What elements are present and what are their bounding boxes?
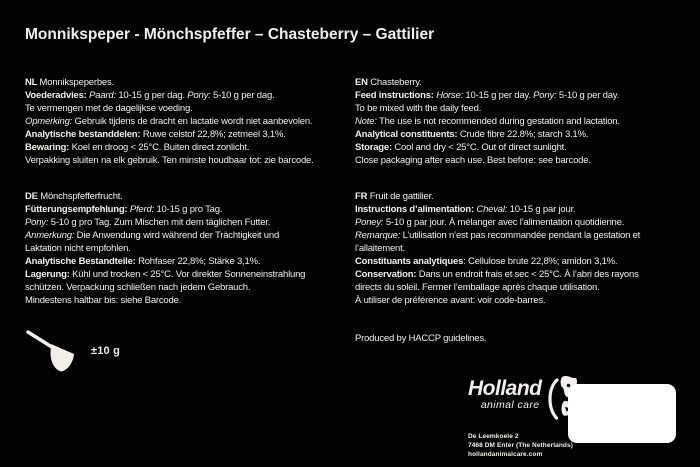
text-line: EN Chasteberry. (355, 77, 422, 88)
section-fr (355, 190, 695, 307)
barcode-placeholder (568, 384, 676, 443)
scoop-size-label: ±10 g (91, 345, 121, 357)
haccp-statement: Produced by HACCP guidelines. (355, 333, 487, 344)
text-line: Analytische Bestandteile: Rohfaser 22,8%; Stärke 3,1%. (25, 256, 261, 267)
text-line: Voederadvies: Paard: 10-15 g per dag. Pony: 5-10 g per dag. (25, 90, 275, 101)
right-column (355, 76, 695, 354)
text-line: Fütterungsempfehlung: Pferd: 10-15 g pro Tag. (25, 204, 223, 215)
text-line: Constituants analytiques: Cellulose brute 22,8%; amidon 3,1%. (355, 256, 618, 267)
brand-tagline: animal care (480, 399, 540, 411)
text-line: Anmerkung: Die Anwendung wird während der Trächtigkeit und (25, 230, 280, 241)
text-line: Analytische bestanddelen: Ruwe celstof 22,8%; zetmeel 3,1%. (25, 129, 286, 140)
text-line: l’allaitement. (355, 243, 406, 254)
text-line: Close packaging after each use. Best before: see barcode. (355, 155, 591, 166)
left-column (25, 76, 355, 374)
text-line: Conservation: Dans un endroit frais et sec < 25°C. À l’abri des rayons (355, 269, 639, 280)
text-line: Pony: 5-10 g pro Tag. Zum Mischen mit dem täglichen Futter. (25, 217, 271, 228)
text-line: Verpakking sluiten na elk gebruik. Ten minste houdbaar tot: zie barcode. (25, 155, 314, 166)
text-line: DE Mönchspfefferfrucht. (25, 191, 123, 202)
text-line: To be mixed with the daily feed. (355, 103, 482, 114)
text-line: À utiliser de préférence avant: voir code-barres. (355, 295, 546, 306)
section-de (25, 190, 355, 307)
text-line: schützen. Verpackung schließen nach jedem Gebrauch. (25, 282, 251, 293)
text-line: Note: The use is not recommended during gestation and lactation. (355, 116, 620, 127)
text-line: Laktation nicht empfohlen. (25, 243, 131, 254)
text-line: Lagerung: Kühl und trocken < 25°C. Vor direkter Sonneneinstrahlung (25, 269, 306, 280)
text-line: FR Fruit de gattilier. (355, 191, 434, 202)
text-line: Te vermengen met de dagelijkse voeding. (25, 103, 193, 114)
brand-name: Holland (468, 377, 542, 400)
text-line: Instructions d’alimentation: Cheval: 10-15 g par jour. (355, 204, 576, 215)
text-line: NL Monnikspeperbes. (25, 77, 114, 88)
text-line: Mindestens haltbar bis: siehe Barcode. (25, 295, 182, 306)
scoop-icon (25, 328, 75, 374)
address-line-street: De Leemkoele 2 (468, 433, 519, 440)
text-line: Opmerking: Gebruik tijdens de dracht en lactatie wordt niet aanbevolen. (25, 116, 313, 127)
section-en (355, 76, 695, 167)
text-line: Bewaring: Koel en droog < 25°C. Buiten direct zonlicht. (25, 142, 250, 153)
page-title: Monnikspeper - Mönchspfeffer – Chasteberry – Gattilier (25, 26, 435, 44)
text-line: Analytical constituents: Crude fibre 22.8%; starch 3.1%. (355, 129, 589, 140)
text-line: Storage: Cool and dry < 25°C. Out of direct sunlight. (355, 142, 567, 153)
text-line: Poney: 5-10 g par jour. À mélanger avec l’alimentation quotidienne. (355, 217, 625, 228)
text-line: Remarque: L’utilisation n’est pas recommandée pendant la gestation et (355, 230, 641, 241)
website-url: hollandanimalcare.com (468, 451, 543, 458)
text-line: directs du soleil. Fermer l’emballage après chaque utilisation. (355, 282, 600, 293)
dosage-scoop-row (25, 328, 355, 374)
text-line: Feed instructions: Horse: 10-15 g per day. Pony: 5-10 g per day. (355, 90, 620, 101)
address-line-city: 7468 DM Enter (The Netherlands) (468, 442, 573, 449)
brand-text (468, 378, 542, 411)
section-nl (25, 76, 355, 167)
